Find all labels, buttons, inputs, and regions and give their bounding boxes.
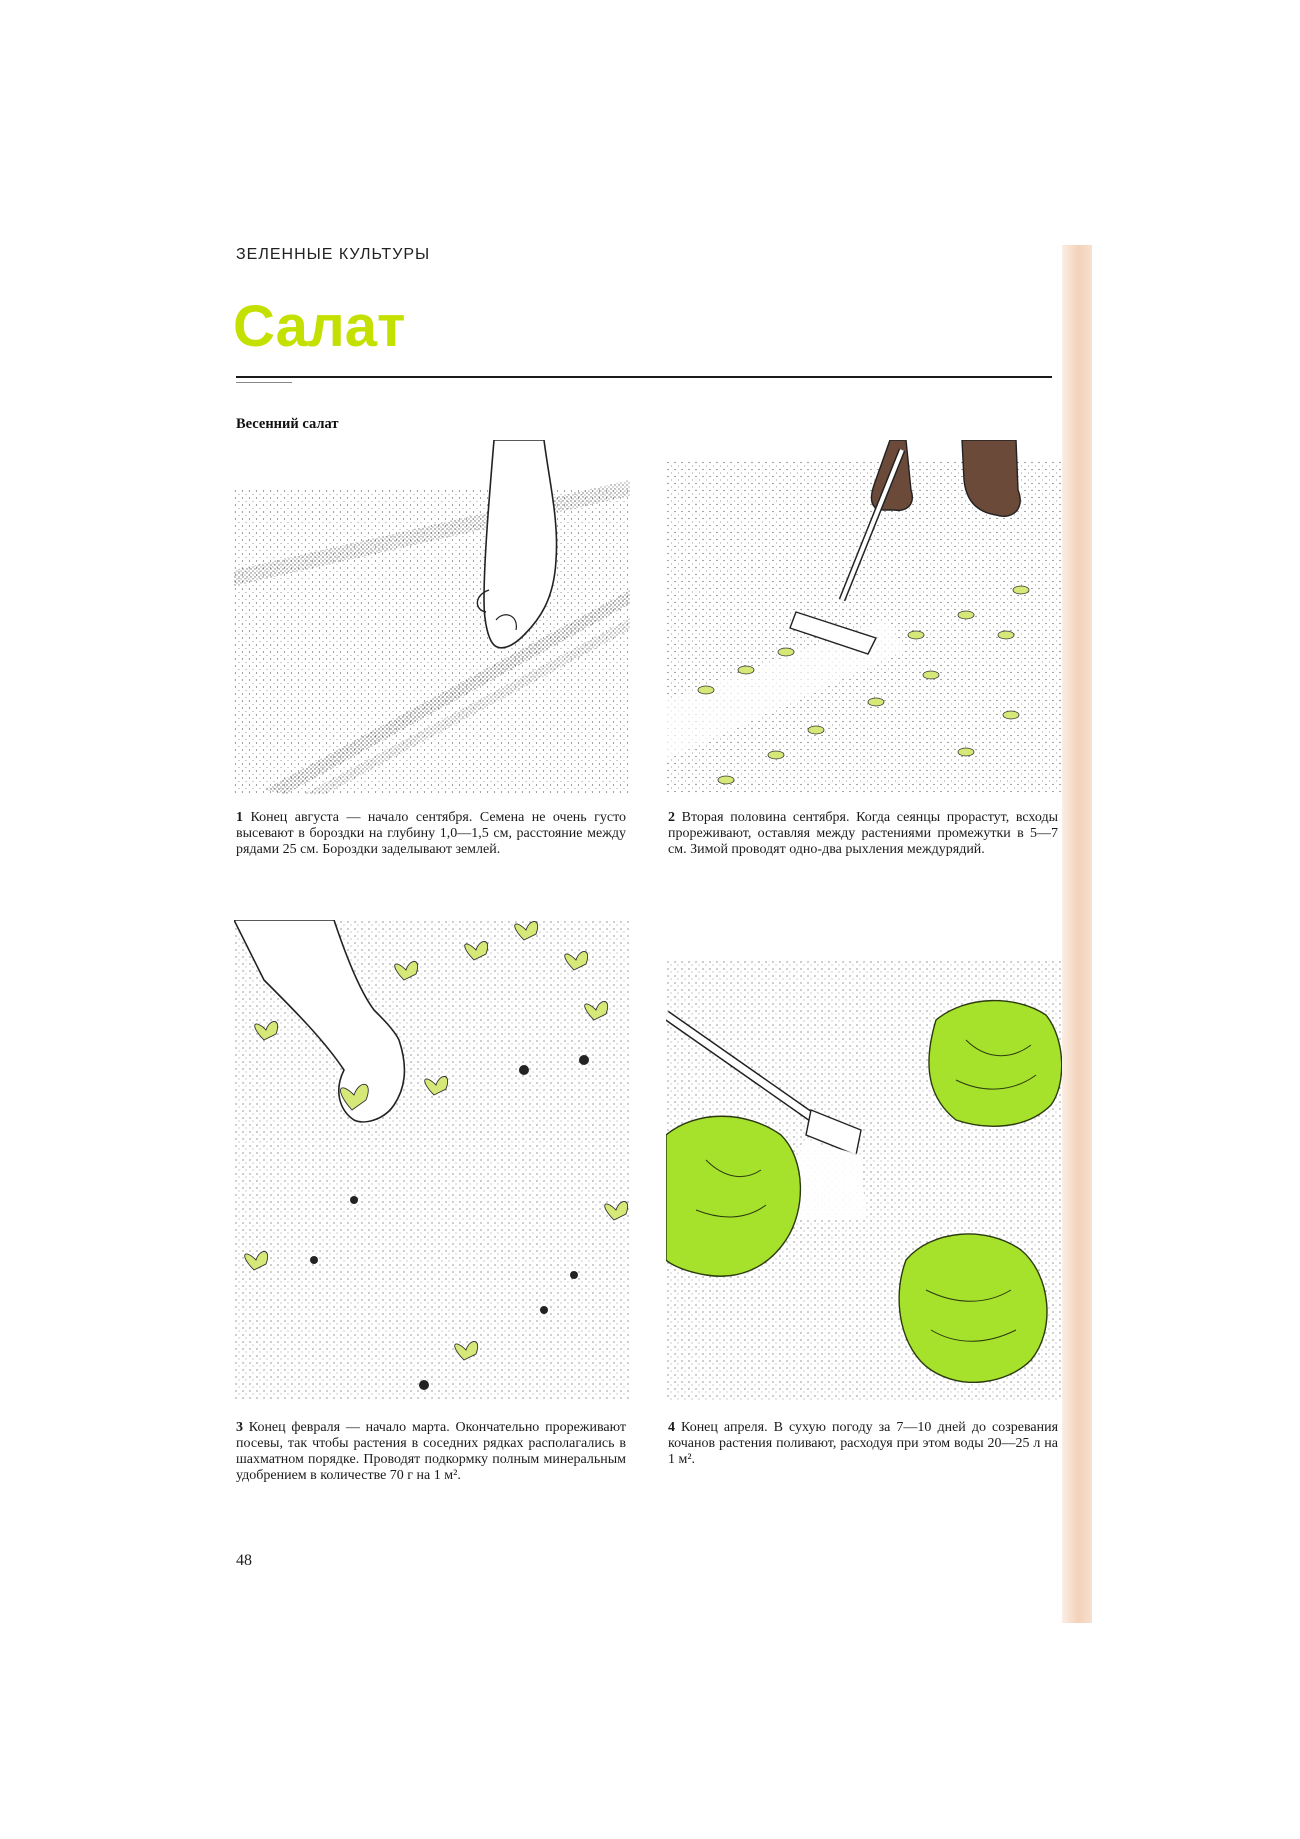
step-text: Конец апреля. В сухую погоду за 7—10 дней до созревания кочанов растения поливают, расходуя при этом воды 20—25 л на 1 м². [668, 1420, 1059, 1467]
section-label: ЗЕЛЕННЫЕ КУЛЬТУРЫ [236, 246, 431, 263]
hoeing-drawing [666, 440, 1062, 794]
step-3-caption [236, 1420, 626, 1484]
lettuce-head-3 [899, 1234, 1047, 1382]
page-title: Салат [233, 294, 406, 359]
step-text: Конец августа — начало сентября. Семена не очень густо высевают в бороздки на глубину 1,0—1,5 см, расстояние между рядами 25 см. Бороздки заделывают землей. [236, 810, 627, 857]
page-number: 48 [236, 1552, 252, 1569]
step-number: 1 [236, 810, 243, 825]
step-2-caption [668, 810, 1058, 858]
step-1-caption [236, 810, 626, 858]
page-edge-shadow [1062, 245, 1092, 1623]
subsection-heading: Весенний салат [236, 416, 339, 432]
illustration-hoeing [666, 440, 1062, 794]
illustration-sowing [234, 440, 630, 794]
watering-drawing [666, 960, 1062, 1400]
thinning-drawing [234, 920, 630, 1400]
sowing-drawing [234, 440, 630, 794]
illustration-watering [666, 960, 1062, 1400]
lettuce-head-2 [929, 1001, 1062, 1127]
illustration-thinning [234, 920, 630, 1400]
title-divider-accent [236, 382, 292, 383]
step-text: Вторая половина сентября. Когда сеянцы прорастут, всходы прореживают, оставляя между растениями промежутки в 5—7 см. Зимой проводят одно-два рыхления междурядий. [668, 810, 1059, 857]
step-number: 4 [668, 1420, 675, 1435]
step-4-caption [668, 1420, 1058, 1468]
step-number: 2 [668, 810, 675, 825]
step-text: Конец февраля — начало марта. Окончательно прореживают посевы, так чтобы растения в соседних рядках располагались в шахматном порядке. Проводят подкормку полным минеральным удобрением в количестве 70 г на 1 м². [236, 1420, 626, 1483]
step-number: 3 [236, 1420, 243, 1435]
title-divider [236, 376, 1052, 378]
